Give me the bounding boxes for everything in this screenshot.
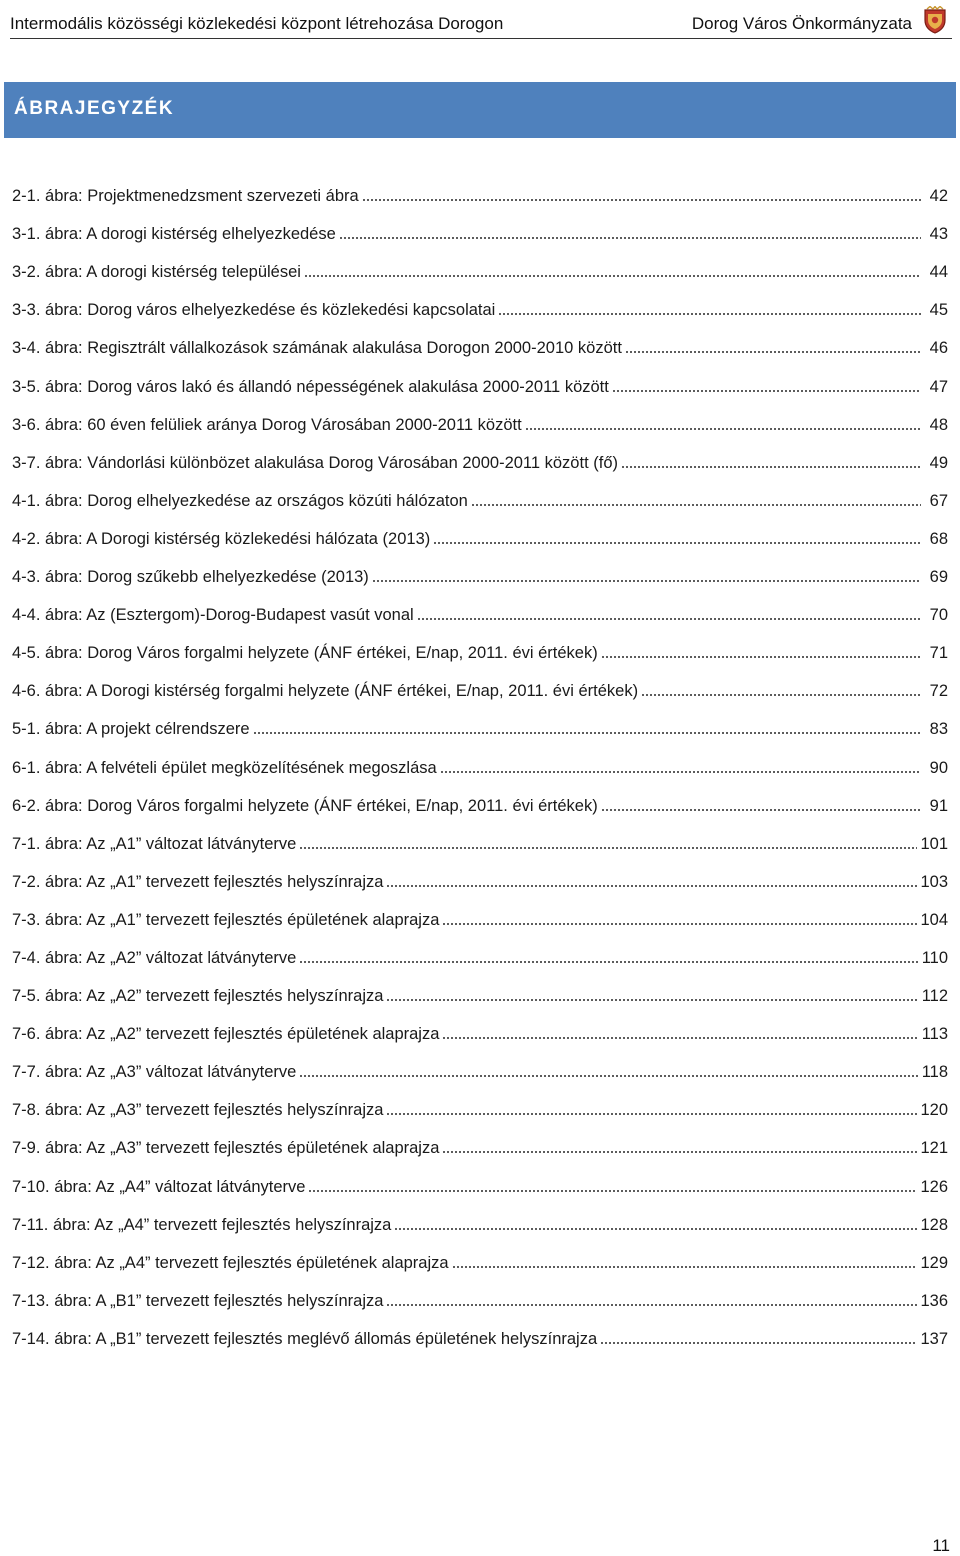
dot-leader (442, 1037, 918, 1039)
toc-entry-page: 49 (929, 453, 948, 472)
toc-entry[interactable] (12, 778, 948, 816)
dot-leader (299, 1075, 918, 1077)
toc-entry-label: 2-1. ábra: Projektmenedzsment szervezeti ábra (12, 187, 359, 206)
dot-leader (386, 1113, 917, 1115)
toc-entry[interactable] (12, 1273, 948, 1311)
toc-entry-label: 7-9. ábra: Az „A3” tervezett fejlesztés épületének alaprajza (12, 1139, 440, 1158)
toc-entry[interactable] (12, 1044, 948, 1082)
toc-entry-label: 3-1. ábra: A dorogi kistérség elhelyezkedése (12, 225, 336, 244)
toc-entry[interactable] (12, 1120, 948, 1158)
dot-leader (641, 694, 921, 696)
dot-leader (386, 1304, 917, 1306)
toc-entry-label: 7-12. ábra: Az „A4” tervezett fejlesztés épületének alaprajza (12, 1253, 449, 1272)
toc-entry[interactable] (12, 701, 948, 739)
dot-leader (386, 999, 918, 1001)
toc-entry[interactable] (12, 930, 948, 968)
toc-entry[interactable] (12, 968, 948, 1006)
organization-name: Dorog Város Önkormányzata (691, 14, 912, 33)
toc-entry-page: 83 (929, 720, 948, 739)
toc-entry-label: 7-1. ábra: Az „A1” változat látványterve (12, 834, 297, 853)
dot-leader (372, 580, 921, 582)
toc-entry-page: 69 (929, 568, 948, 587)
toc-entry-label: 3-5. ábra: Dorog város lakó és állandó népességének alakulása 2000-2011 között (12, 377, 609, 396)
toc-entry-page: 45 (929, 301, 948, 320)
toc-entry-label: 7-2. ábra: Az „A1” tervezett fejlesztés helyszínrajza (12, 872, 384, 891)
toc-entry[interactable] (12, 1235, 948, 1273)
toc-entry-label: 4-4. ábra: Az (Esztergom)-Dorog-Budapest vasút vonal (12, 606, 414, 625)
toc-entry[interactable] (12, 244, 948, 282)
toc-entry-page: 118 (921, 1063, 948, 1082)
toc-entry-page: 48 (929, 415, 948, 434)
dot-leader (433, 542, 921, 544)
page-number: 11 (932, 1536, 950, 1555)
toc-entry-label: 6-2. ábra: Dorog Város forgalmi helyzete (ÁNF értékei, E/nap, 2011. évi értékek) (12, 796, 598, 815)
dot-leader (601, 656, 921, 658)
toc-entry-page: 71 (929, 644, 948, 663)
toc-entry-page: 113 (921, 1025, 948, 1044)
toc-entry-label: 3-2. ábra: A dorogi kistérség települései (12, 263, 301, 282)
toc-entry-label: 7-4. ábra: Az „A2” változat látványterve (12, 948, 297, 967)
toc-entry-label: 7-6. ábra: Az „A2” tervezett fejlesztés épületének alaprajza (12, 1025, 440, 1044)
dot-leader (394, 1228, 917, 1230)
toc-entry[interactable] (12, 1006, 948, 1044)
document-title: Intermodális közösségi közlekedési központ létrehozása Dorogon (10, 14, 504, 33)
dot-leader (601, 809, 921, 811)
toc-entry[interactable] (12, 663, 948, 701)
toc-entry-page: 43 (929, 225, 948, 244)
toc-entry-page: 121 (920, 1139, 948, 1158)
dot-leader (442, 923, 917, 925)
toc-entry-page: 68 (929, 529, 948, 548)
toc-entry-page: 44 (929, 263, 948, 282)
toc-entry-label: 4-5. ábra: Dorog Város forgalmi helyzete (ÁNF értékei, E/nap, 2011. évi értékek) (12, 644, 598, 663)
toc-entry[interactable] (12, 473, 948, 511)
toc-entry-label: 4-6. ábra: A Dorogi kistérség forgalmi helyzete (ÁNF értékei, E/nap, 2011. évi értékek) (12, 682, 639, 701)
toc-entry[interactable] (12, 397, 948, 435)
dot-leader (442, 1151, 917, 1153)
toc-entry[interactable] (12, 625, 948, 663)
toc-entry-label: 4-1. ábra: Dorog elhelyezkedése az országos közúti hálózaton (12, 491, 468, 510)
dot-leader (600, 1342, 917, 1344)
toc-entry-page: 46 (929, 339, 948, 358)
dot-leader (621, 466, 921, 468)
toc-entry-page: 101 (920, 834, 948, 853)
toc-entry[interactable] (12, 1082, 948, 1120)
toc-entry-label: 6-1. ábra: A felvételi épület megközelítésének megoszlása (12, 758, 437, 777)
toc-entry-page: 90 (929, 758, 948, 777)
dot-leader (440, 771, 921, 773)
toc-entry-page: 70 (929, 606, 948, 625)
toc-entry[interactable] (12, 320, 948, 358)
toc-entry[interactable] (12, 892, 948, 930)
toc-entry[interactable] (12, 168, 948, 206)
toc-entry[interactable] (12, 1197, 948, 1235)
toc-entry[interactable] (12, 435, 948, 473)
toc-entry-label: 3-6. ábra: 60 éven felüliek aránya Dorog Városában 2000-2011 között (12, 415, 522, 434)
dot-leader (417, 618, 921, 620)
toc-entry-label: 7-13. ábra: A „B1” tervezett fejlesztés helyszínrajza (12, 1291, 384, 1310)
dot-leader (471, 504, 921, 506)
toc-entry-page: 110 (921, 948, 948, 967)
toc-entry-page: 104 (920, 910, 948, 929)
toc-entry-page: 120 (920, 1101, 948, 1120)
toc-entry[interactable] (12, 282, 948, 320)
section-heading-banner (4, 82, 956, 138)
toc-entry-page: 129 (920, 1253, 948, 1272)
dot-leader (612, 390, 921, 392)
toc-entry[interactable] (12, 587, 948, 625)
coat-of-arms-icon (922, 6, 948, 34)
dot-leader (304, 275, 921, 277)
toc-entry-label: 5-1. ábra: A projekt célrendszere (12, 720, 250, 739)
toc-entry[interactable] (12, 206, 948, 244)
dot-leader (452, 1266, 918, 1268)
toc-entry-page: 47 (929, 377, 948, 396)
dot-leader (625, 351, 921, 353)
toc-entry-label: 7-5. ábra: Az „A2” tervezett fejlesztés helyszínrajza (12, 987, 384, 1006)
toc-entry[interactable] (12, 816, 948, 854)
toc-entry-label: 7-8. ábra: Az „A3” tervezett fejlesztés helyszínrajza (12, 1101, 384, 1120)
toc-entry-page: 137 (920, 1329, 948, 1348)
toc-entry-label: 3-3. ábra: Dorog város elhelyezkedése és közlekedési kapcsolatai (12, 301, 496, 320)
toc-entry-label: 3-4. ábra: Regisztrált vállalkozások számának alakulása Dorogon 2000-2010 között (12, 339, 622, 358)
toc-entry-page: 136 (920, 1291, 948, 1310)
toc-entry-label: 3-7. ábra: Vándorlási különbözet alakulása Dorog Városában 2000-2011 között (fő) (12, 453, 618, 472)
toc-entry-label: 7-14. ábra: A „B1” tervezett fejlesztés meglévő állomás épületének helyszínrajza (12, 1329, 598, 1348)
toc-entry[interactable] (12, 358, 948, 396)
dot-leader (299, 847, 917, 849)
toc-entry[interactable] (12, 739, 948, 777)
toc-entry[interactable] (12, 854, 948, 892)
toc-entry-page: 126 (920, 1177, 948, 1196)
page-header (10, 6, 952, 39)
dot-leader (253, 732, 921, 734)
dot-leader (339, 237, 921, 239)
toc-entry-label: 7-7. ábra: Az „A3” változat látványterve (12, 1063, 297, 1082)
toc-entry-page: 103 (920, 872, 948, 891)
toc-entry[interactable] (12, 549, 948, 587)
dot-leader (525, 428, 921, 430)
dot-leader (362, 199, 921, 201)
dot-leader (299, 961, 918, 963)
figure-list (12, 168, 948, 1349)
toc-entry-label: 7-11. ábra: Az „A4” tervezett fejlesztés helyszínrajza (12, 1215, 392, 1234)
toc-entry-page: 72 (929, 682, 948, 701)
toc-entry-page: 42 (929, 187, 948, 206)
toc-entry-page: 112 (921, 987, 948, 1006)
toc-entry-label: 7-10. ábra: Az „A4” változat látványterve (12, 1177, 306, 1196)
toc-entry-page: 67 (929, 491, 948, 510)
dot-leader (498, 313, 921, 315)
dot-leader (386, 885, 917, 887)
toc-entry-page: 128 (920, 1215, 948, 1234)
dot-leader (308, 1190, 917, 1192)
toc-entry-label: 7-3. ábra: Az „A1” tervezett fejlesztés épületének alaprajza (12, 910, 440, 929)
toc-entry-page: 91 (929, 796, 948, 815)
section-title: ÁBRAJEGYZÉK (14, 98, 175, 119)
toc-entry[interactable] (12, 511, 948, 549)
toc-entry-label: 4-3. ábra: Dorog szűkebb elhelyezkedése (2013) (12, 568, 369, 587)
toc-entry[interactable] (12, 1158, 948, 1196)
toc-entry-label: 4-2. ábra: A Dorogi kistérség közlekedési hálózata (2013) (12, 529, 431, 548)
toc-entry[interactable] (12, 1311, 948, 1349)
